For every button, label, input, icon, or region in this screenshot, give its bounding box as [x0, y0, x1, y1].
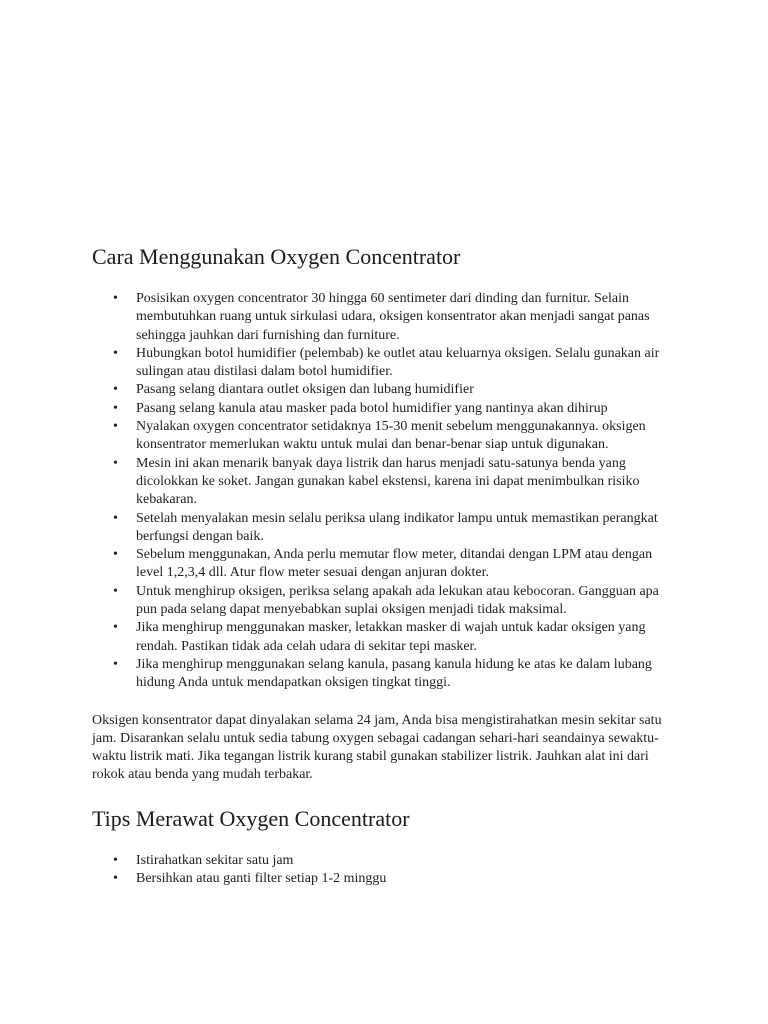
list-item: • Nyalakan oxygen concentrator setidaknya 15-30 menit sebelum menggunakannya. oksigen konsentrator memerlukan waktu untuk mulai dan benar-benar siap untuk digunakan. [136, 418, 682, 455]
list-item: • Mesin ini akan menarik banyak daya listrik dan harus menjadi satu-satunya benda yang dicolokkan ke soket. Jangan gunakan kabel ekstensi, karena ini dapat menimbulkan risiko kebakaran. [136, 455, 682, 510]
list-item: • Posisikan oxygen concentrator 30 hingga 60 sentimeter dari dinding dan furnitur. Selain membutuhkan ruang untuk sirkulasi udara, oksigen konsentrator akan menjadi sangat panas sehingga jauhkan dari furnishing dan furniture. [136, 290, 682, 345]
list-item: • Sebelum menggunakan, Anda perlu memutar flow meter, ditandai dengan LPM atau dengan level 1,2,3,4 dll. Atur flow meter sesuai dengan anjuran dokter. [136, 546, 682, 583]
list-item: • Bersihkan atau ganti filter setiap 1-2 minggu [136, 870, 682, 888]
list-item: • Setelah menyalakan mesin selalu periksa ulang indikator lampu untuk memastikan perangkat berfungsi dengan baik. [136, 510, 682, 547]
list-item: • Jika menghirup menggunakan masker, letakkan masker di wajah untuk kadar oksigen yang rendah. Pastikan tidak ada celah udara di sekitar tepi masker. [136, 619, 682, 656]
list-item: • Istirahatkan sekitar satu jam [136, 852, 682, 870]
list-item: • Pasang selang diantara outlet oksigen dan lubang humidifier [136, 381, 682, 399]
usage-steps-list [92, 290, 682, 693]
care-tips-list [92, 852, 682, 889]
list-item: • Jika menghirup menggunakan selang kanula, pasang kanula hidung ke atas ke dalam lubang hidung Anda untuk mendapatkan oksigen tingkat tinggi. [136, 656, 682, 693]
body-paragraph: Oksigen konsentrator dapat dinyalakan selama 24 jam, Anda bisa mengistirahatkan mesin sekitar satu jam. Disarankan selalu untuk sedia tabung oxygen sebagai cadangan sehari-hari seandainya sewaktu-waktu listrik mati. Jika tegangan listrik kurang stabil gunakan stabilizer listrik. Jauhkan alat ini dari rokok atau benda yang mudah terbakar. [92, 712, 662, 783]
list-item: • Untuk menghirup oksigen, periksa selang apakah ada lekukan atau kebocoran. Gangguan apa pun pada selang dapat menyebabkan suplai oksigen menjadi tidak maksimal. [136, 583, 682, 620]
list-item: • Hubungkan botol humidifier (pelembab) ke outlet atau keluarnya oksigen. Selalu gunakan air sulingan atau distilasi dalam botol humidifier. [136, 345, 682, 382]
section-heading-care-tips: Tips Merawat Oxygen Concentrator [92, 805, 410, 831]
document-body [92, 243, 682, 888]
section-heading-usage: Cara Menggunakan Oxygen Concentrator [92, 244, 461, 269]
list-item: • Pasang selang kanula atau masker pada botol humidifier yang nantinya akan dihirup [136, 400, 682, 418]
